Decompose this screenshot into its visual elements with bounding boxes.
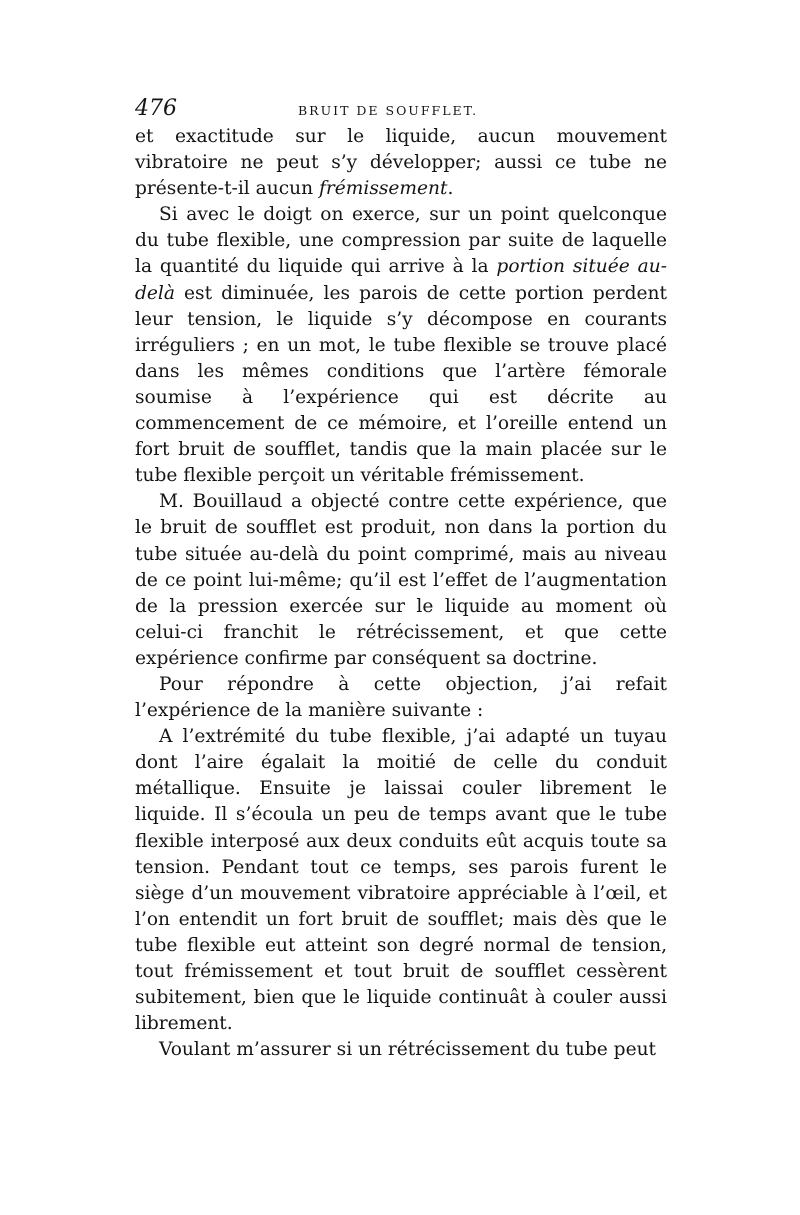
running-head: BRUIT DE SOUFFLET.: [298, 103, 479, 118]
paragraph: M. Bouillaud a objecté contre cette expérience, que le bruit de soufflet est produit, non dans la portion du tube située au-delà du point comprimé, mais au niveau de ce point lui-même; qu’il est l’effet de l’augmentation de la pression exercée sur le liquide au moment où celui-ci franchit le rétrécissement, et que cette expérience confirme par conséquent sa doctrine.: [135, 491, 667, 669]
page-number: 476: [135, 96, 177, 121]
paragraph: Voulant m’assurer si un rétrécissement du tube peut: [159, 1039, 657, 1061]
emphasis: portion située au-delà: [135, 256, 667, 304]
paragraph: Pour répondre à cette objection, j’ai refait l’expérience de la manière suivante :: [135, 673, 667, 722]
paragraph: et exactitude sur le liquide, aucun mouvement vibratoire ne peut s’y développer; aussi ce tube ne présente-t-il aucun frémissement.: [135, 126, 667, 200]
paragraph: A l’extrémité du tube flexible, j’ai adapté un tuyau dont l’aire égalait la moitié de celle du conduit métallique. Ensuite je laissai couler librement le liquide. Il s’écoula un peu de temps avant que le tube flexible interposé aux deux conduits eût acquis toute sa tension. Pendant tout ce temps, ses parois furent le siège d’un mouvement vibratoire appréciable à l’œil, et l’on entendit un fort bruit de soufflet; mais dès que le tube flexible eut atteint son degré normal de tension, tout frémissement et tout bruit de soufflet cessèrent subitement, bien que le liquide continuât à couler aussi librement.: [135, 726, 667, 1035]
page-header: [135, 96, 667, 126]
emphasis: frémissement: [318, 178, 448, 200]
body-text: [135, 124, 667, 1063]
paragraph: Si avec le doigt on exerce, sur un point quelconque du tube flexible, une compression par suite de laquelle la quantité du liquide qui arrive à la portion située au-delà est diminuée, les parois de cette portion perdent leur tension, le liquide s’y décompose en courants irréguliers ; en un mot, le tube flexible se trouve placé dans les mêmes conditions que l’artère fémorale soumise à l’expérience qui est décrite au commencement de ce mémoire, et l’oreille entend un fort bruit de soufflet, tandis que la main placée sur le tube flexible perçoit un véritable frémissement.: [135, 204, 667, 487]
